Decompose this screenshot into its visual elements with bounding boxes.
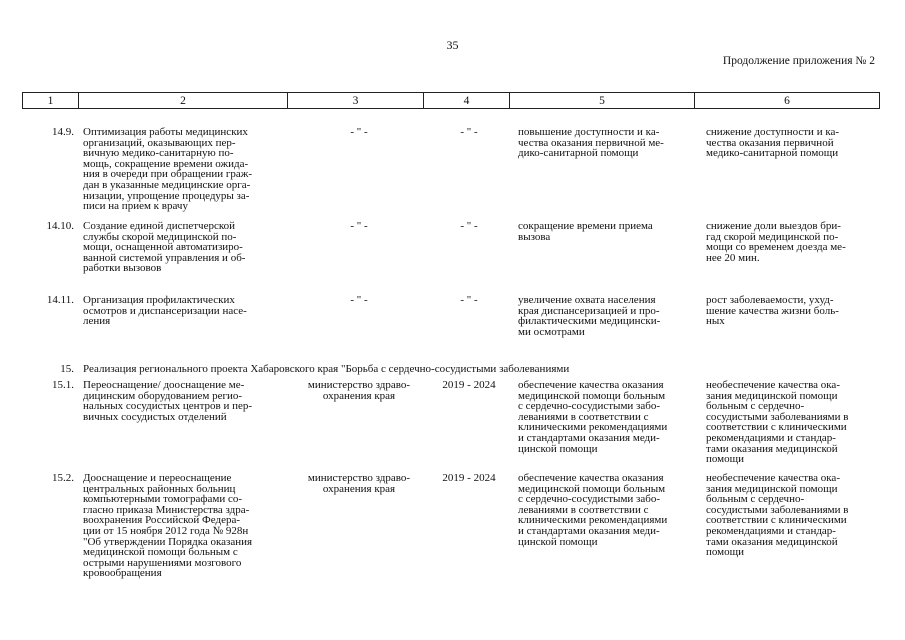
implementation-term-line: - " - <box>460 126 478 138</box>
measure-name-line: низации, упрощение процедуры за- <box>83 189 250 202</box>
measure-name-line: организаций, оказывающих пер- <box>83 136 236 149</box>
non-implementation-consequence-line: тами оказания медицинской <box>706 442 838 455</box>
measure-name-line: вичную медико-санитарную по- <box>83 147 234 160</box>
non-implementation-consequence-line: соответствии с клиническими <box>706 514 847 527</box>
non-implementation-consequence-line: помощи <box>706 453 744 466</box>
non-implementation-consequence-line: нее 20 мин. <box>706 251 760 264</box>
non-implementation-consequence-line: тами оказания медицинской <box>706 535 838 548</box>
non-implementation-consequence-line: ных <box>706 315 725 328</box>
responsible-executor-line: министерство здраво- <box>307 472 411 484</box>
responsible-executor-line: - " - <box>350 126 368 138</box>
implementation-term-line: 2019 - 2024 <box>442 379 496 391</box>
measure-name-line: Оптимизация работы медицинских <box>83 126 248 138</box>
expected-result-line: с сердечно-сосудистыми забо- <box>518 400 661 413</box>
expected-result-line: цинской помощи <box>518 535 598 548</box>
column-header: 1 <box>23 93 79 109</box>
expected-result-line: медицинской помощи больным <box>518 482 666 495</box>
section-title: Реализация регионального проекта Хабаровского края "Борьба с сердечно-сосудистыми заболеваниями <box>83 363 570 375</box>
non-implementation-consequence-line: сосудистыми заболеваниями в <box>706 503 849 516</box>
expected-result-line: дико-санитарной помощи <box>518 147 639 160</box>
expected-result-line: вызова <box>518 230 551 243</box>
non-implementation-consequence-line: шение качества жизни боль- <box>706 304 839 317</box>
expected-result-line: филактическими медицински- <box>518 315 661 328</box>
non-implementation-consequence <box>706 127 878 159</box>
non-implementation-consequence-line: зания медицинской помощи <box>706 482 838 495</box>
measure-name-line: ния в очереди при обращении граж- <box>83 168 253 181</box>
row-number: 15.1. <box>52 379 74 391</box>
responsible-executor <box>292 127 426 138</box>
expected-result <box>518 127 694 159</box>
responsible-executor <box>292 380 426 401</box>
column-header-table <box>22 92 880 109</box>
measure-name-line: гласно приказа Министерства здра- <box>83 503 250 516</box>
responsible-executor-line: охранения края <box>322 482 396 495</box>
implementation-term-line: - " - <box>460 294 478 306</box>
measure-name-line: медицинской помощи больным с <box>83 546 238 559</box>
non-implementation-consequence-line: мощи со временем доезда ме- <box>706 241 846 254</box>
implementation-term-line: - " - <box>460 220 478 232</box>
implementation-term <box>428 221 510 232</box>
column-header: 2 <box>79 93 288 109</box>
measure-name-line: осмотров и диспансеризации насе- <box>83 304 247 317</box>
non-implementation-consequence-line: гад скорой медицинской по- <box>706 230 839 243</box>
non-implementation-consequence <box>706 295 878 327</box>
measure-name-line: дицинским оборудованием регио- <box>83 389 243 402</box>
responsible-executor-line: охранения края <box>322 389 396 402</box>
measure-name-line: кровообращения <box>83 567 162 580</box>
expected-result-line: края диспансеризацией и про- <box>518 304 660 317</box>
expected-result-line: чества оказания первичной ме- <box>518 136 664 149</box>
measure-name-line: писи на прием к врачу <box>83 200 188 213</box>
measure-name-line: компьютерными томографами со- <box>83 493 243 506</box>
measure-name <box>83 473 283 579</box>
measure-name-line: ления <box>83 315 111 328</box>
non-implementation-consequence-line: рекомендациями и стандар- <box>706 524 836 537</box>
non-implementation-consequence <box>706 221 878 263</box>
measure-name-line: острыми нарушениями мозгового <box>83 556 242 569</box>
appendix-continuation-note: Продолжение приложения № 2 <box>722 55 875 67</box>
expected-result-line: сокращение времени приема <box>518 220 653 232</box>
measure-name-line: центральных районных больниц <box>83 482 236 495</box>
responsible-executor <box>292 221 426 232</box>
expected-result-line: ми осмотрами <box>518 325 585 338</box>
non-implementation-consequence-line: необеспечение качества ока- <box>706 472 840 484</box>
measure-name-line: дан в указанные медицинские орга- <box>83 178 251 191</box>
responsible-executor-line: - " - <box>350 294 368 306</box>
responsible-executor <box>292 295 426 306</box>
measure-name <box>83 380 283 422</box>
measure-name-line: Создание единой диспетчерской <box>83 220 236 232</box>
non-implementation-consequence-line: помощи <box>706 546 744 559</box>
expected-result-line: увеличение охвата населения <box>518 294 656 306</box>
row-number: 14.9. <box>52 126 74 138</box>
measure-name-line: мощь, сокращение времени ожида- <box>83 157 249 170</box>
non-implementation-consequence-line: сосудистыми заболеваниями в <box>706 410 849 423</box>
measure-name-line: ванной системой управления и об- <box>83 251 246 264</box>
non-implementation-consequence-line: снижение доступности и ка- <box>706 126 840 138</box>
expected-result-line: и стандартами оказания меди- <box>518 524 660 537</box>
non-implementation-consequence-line: соответствии с клиническими <box>706 421 847 434</box>
implementation-term <box>428 295 510 306</box>
implementation-term <box>428 380 510 391</box>
column-header-row <box>23 93 880 109</box>
non-implementation-consequence-line: снижение доли выездов бри- <box>706 220 841 232</box>
expected-result-line: с сердечно-сосудистыми забо- <box>518 493 661 506</box>
measure-name-line: нальных сосудистых центров и пер- <box>83 400 253 413</box>
implementation-term <box>428 127 510 138</box>
measure-name-line: вичных сосудистых отделений <box>83 410 227 423</box>
non-implementation-consequence-line: больным с сердечно- <box>706 400 805 413</box>
page-number: 35 <box>446 38 459 52</box>
non-implementation-consequence-line: рекомендациями и стандар- <box>706 431 836 444</box>
implementation-term-line: 2019 - 2024 <box>442 472 496 484</box>
row-number: 14.10. <box>46 220 74 232</box>
measure-name-line: мощи, оснащенной автоматизиро- <box>83 241 243 254</box>
column-header: 5 <box>510 93 695 109</box>
non-implementation-consequence-line: зания медицинской помощи <box>706 389 838 402</box>
expected-result-line: повышение доступности и ка- <box>518 126 660 138</box>
measure-name <box>83 127 283 212</box>
measure-name-line: Дооснащение и переоснащение <box>83 472 232 484</box>
expected-result <box>518 473 694 547</box>
expected-result-line: обеспечение качества оказания <box>518 379 664 391</box>
column-header: 6 <box>695 93 880 109</box>
expected-result-line: и стандартами оказания меди- <box>518 431 660 444</box>
non-implementation-consequence-line: больным с сердечно- <box>706 493 805 506</box>
expected-result <box>518 380 694 454</box>
responsible-executor <box>292 473 426 494</box>
non-implementation-consequence-line: рост заболеваемости, ухуд- <box>706 294 834 306</box>
non-implementation-consequence <box>706 473 878 558</box>
measure-name-line: службы скорой медицинской по- <box>83 230 237 243</box>
column-header: 3 <box>288 93 424 109</box>
expected-result-line: обеспечение качества оказания <box>518 472 664 484</box>
non-implementation-consequence-line: необеспечение качества ока- <box>706 379 840 391</box>
non-implementation-consequence <box>706 380 878 465</box>
measure-name <box>83 221 283 274</box>
non-implementation-consequence-line: медико-санитарной помощи <box>706 147 839 160</box>
measure-name-line: воохранения Российской Федера- <box>83 514 240 527</box>
measure-name-line: "Об утверждении Порядка оказания <box>83 535 253 548</box>
expected-result-line: медицинской помощи больным <box>518 389 666 402</box>
expected-result <box>518 221 694 242</box>
column-header: 4 <box>424 93 510 109</box>
expected-result-line: клиническими рекомендациями <box>518 514 668 527</box>
measure-name-line: ции от 15 ноября 2012 года № 928н <box>83 524 249 537</box>
responsible-executor-line: - " - <box>350 220 368 232</box>
implementation-term <box>428 473 510 484</box>
responsible-executor-line: министерство здраво- <box>307 379 411 391</box>
expected-result <box>518 295 694 337</box>
non-implementation-consequence-line: чества оказания первичной <box>706 136 834 149</box>
expected-result-line: леваниями в соответствии с <box>518 503 649 516</box>
measure-name-line: работки вызовов <box>83 262 162 275</box>
expected-result-line: клиническими рекомендациями <box>518 421 668 434</box>
expected-result-line: леваниями в соответствии с <box>518 410 649 423</box>
measure-name-line: Организация профилактических <box>83 294 235 306</box>
row-number: 15.2. <box>52 472 74 484</box>
row-number: 15. <box>60 363 74 375</box>
expected-result-line: цинской помощи <box>518 442 598 455</box>
measure-name <box>83 295 283 327</box>
measure-name-line: Переоснащение/ дооснащение ме- <box>83 379 245 391</box>
row-number: 14.11. <box>46 294 74 306</box>
